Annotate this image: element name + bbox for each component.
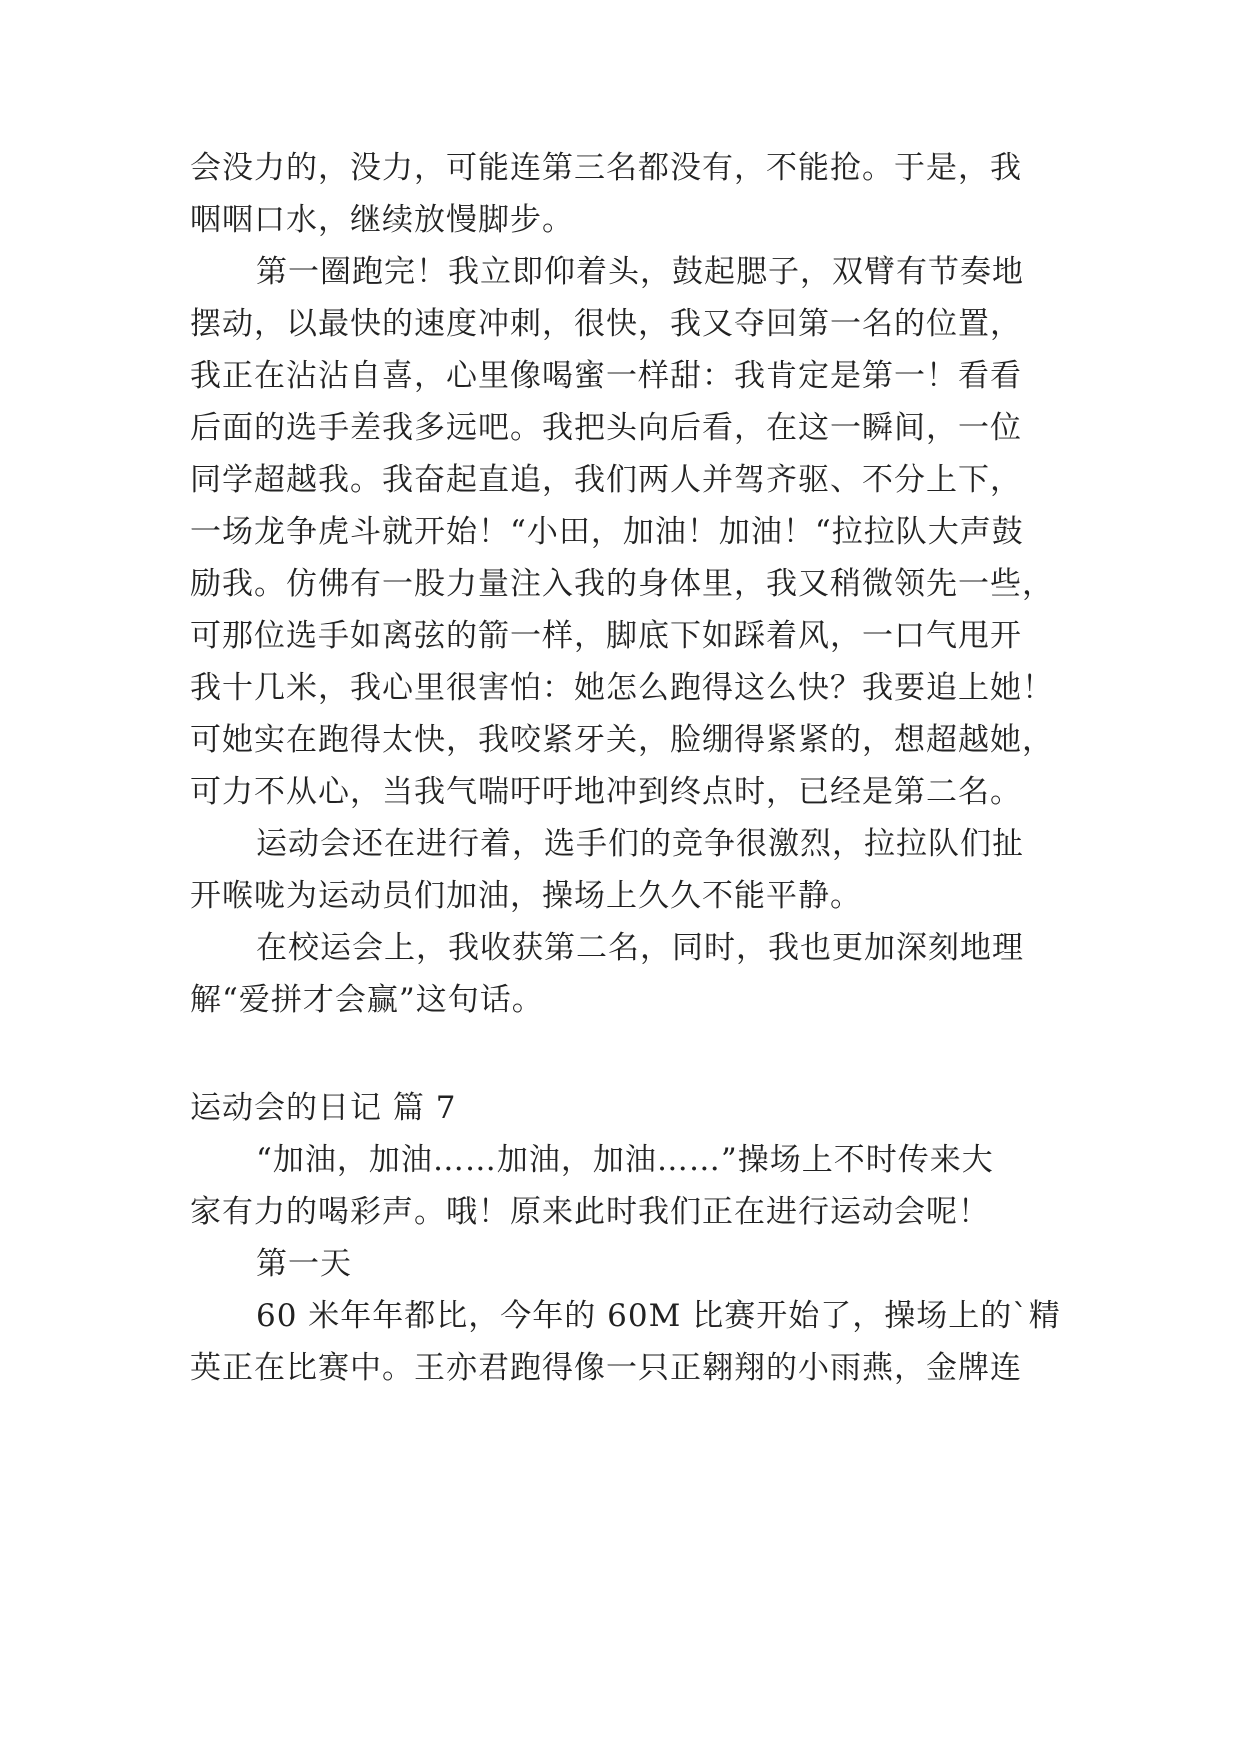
paragraph-first-line: 在校运会上，我收获第二名，同时，我也更加深刻地理 bbox=[256, 930, 1024, 966]
paragraph-first-line: 第一圈跑完！我立即仰着头，鼓起腮子，双臂有节奏地 bbox=[256, 254, 1024, 290]
text-line: 可力不从心，当我气喘吁吁地冲到终点时，已经是第二名。 bbox=[190, 774, 1022, 810]
text-line: 家有力的喝彩声。哦！原来此时我们正在进行运动会呢！ bbox=[190, 1194, 990, 1230]
paragraph-first-line: 60 米年年都比，今年的 60M 比赛开始了，操场上的`精 bbox=[256, 1298, 1061, 1334]
text-line: 解“爱拼才会赢”这句话。 bbox=[190, 982, 544, 1018]
day-label: 第一天 bbox=[256, 1246, 352, 1282]
text-line: 英正在比赛中。王亦君跑得像一只正翱翔的小雨燕，金牌连 bbox=[190, 1350, 1022, 1386]
text-line: 可那位选手如离弦的箭一样，脚底下如踩着风，一口气甩开 bbox=[190, 618, 1022, 654]
text-line: 后面的选手差我多远吧。我把头向后看，在这一瞬间，一位 bbox=[190, 410, 1022, 446]
text-line: 开喉咙为运动员们加油，操场上久久不能平静。 bbox=[190, 878, 862, 914]
text-line: 摆动，以最快的速度冲刺，很快，我又夺回第一名的位置， bbox=[190, 306, 1022, 342]
text-line: 会没力的，没力，可能连第三名都没有，不能抢。于是，我 bbox=[190, 150, 1022, 186]
text-line: 励我。仿佛有一股力量注入我的身体里，我又稍微领先一些， bbox=[190, 566, 1054, 602]
text-line: 同学超越我。我奋起直追，我们两人并驾齐驱、不分上下， bbox=[190, 462, 1022, 498]
text-line: 我十几米，我心里很害怕：她怎么跑得这么快？我要追上她！ bbox=[190, 670, 1054, 706]
text-line: 一场龙争虎斗就开始！“小田，加油！加油！“拉拉队大声鼓 bbox=[190, 514, 1024, 550]
paragraph-first-line: “加油，加油……加油，加油……”操场上不时传来大 bbox=[256, 1142, 994, 1178]
text-line: 可她实在跑得太快，我咬紧牙关，脸绷得紧紧的，想超越她， bbox=[190, 722, 1054, 758]
paragraph-first-line: 运动会还在进行着，选手们的竞争很激烈，拉拉队们扯 bbox=[256, 826, 1024, 862]
text-line: 咽咽口水，继续放慢脚步。 bbox=[190, 202, 574, 238]
text-line: 我正在沾沾自喜，心里像喝蜜一样甜：我肯定是第一！看看 bbox=[190, 358, 1022, 394]
section-heading: 运动会的日记 篇 7 bbox=[190, 1090, 457, 1126]
